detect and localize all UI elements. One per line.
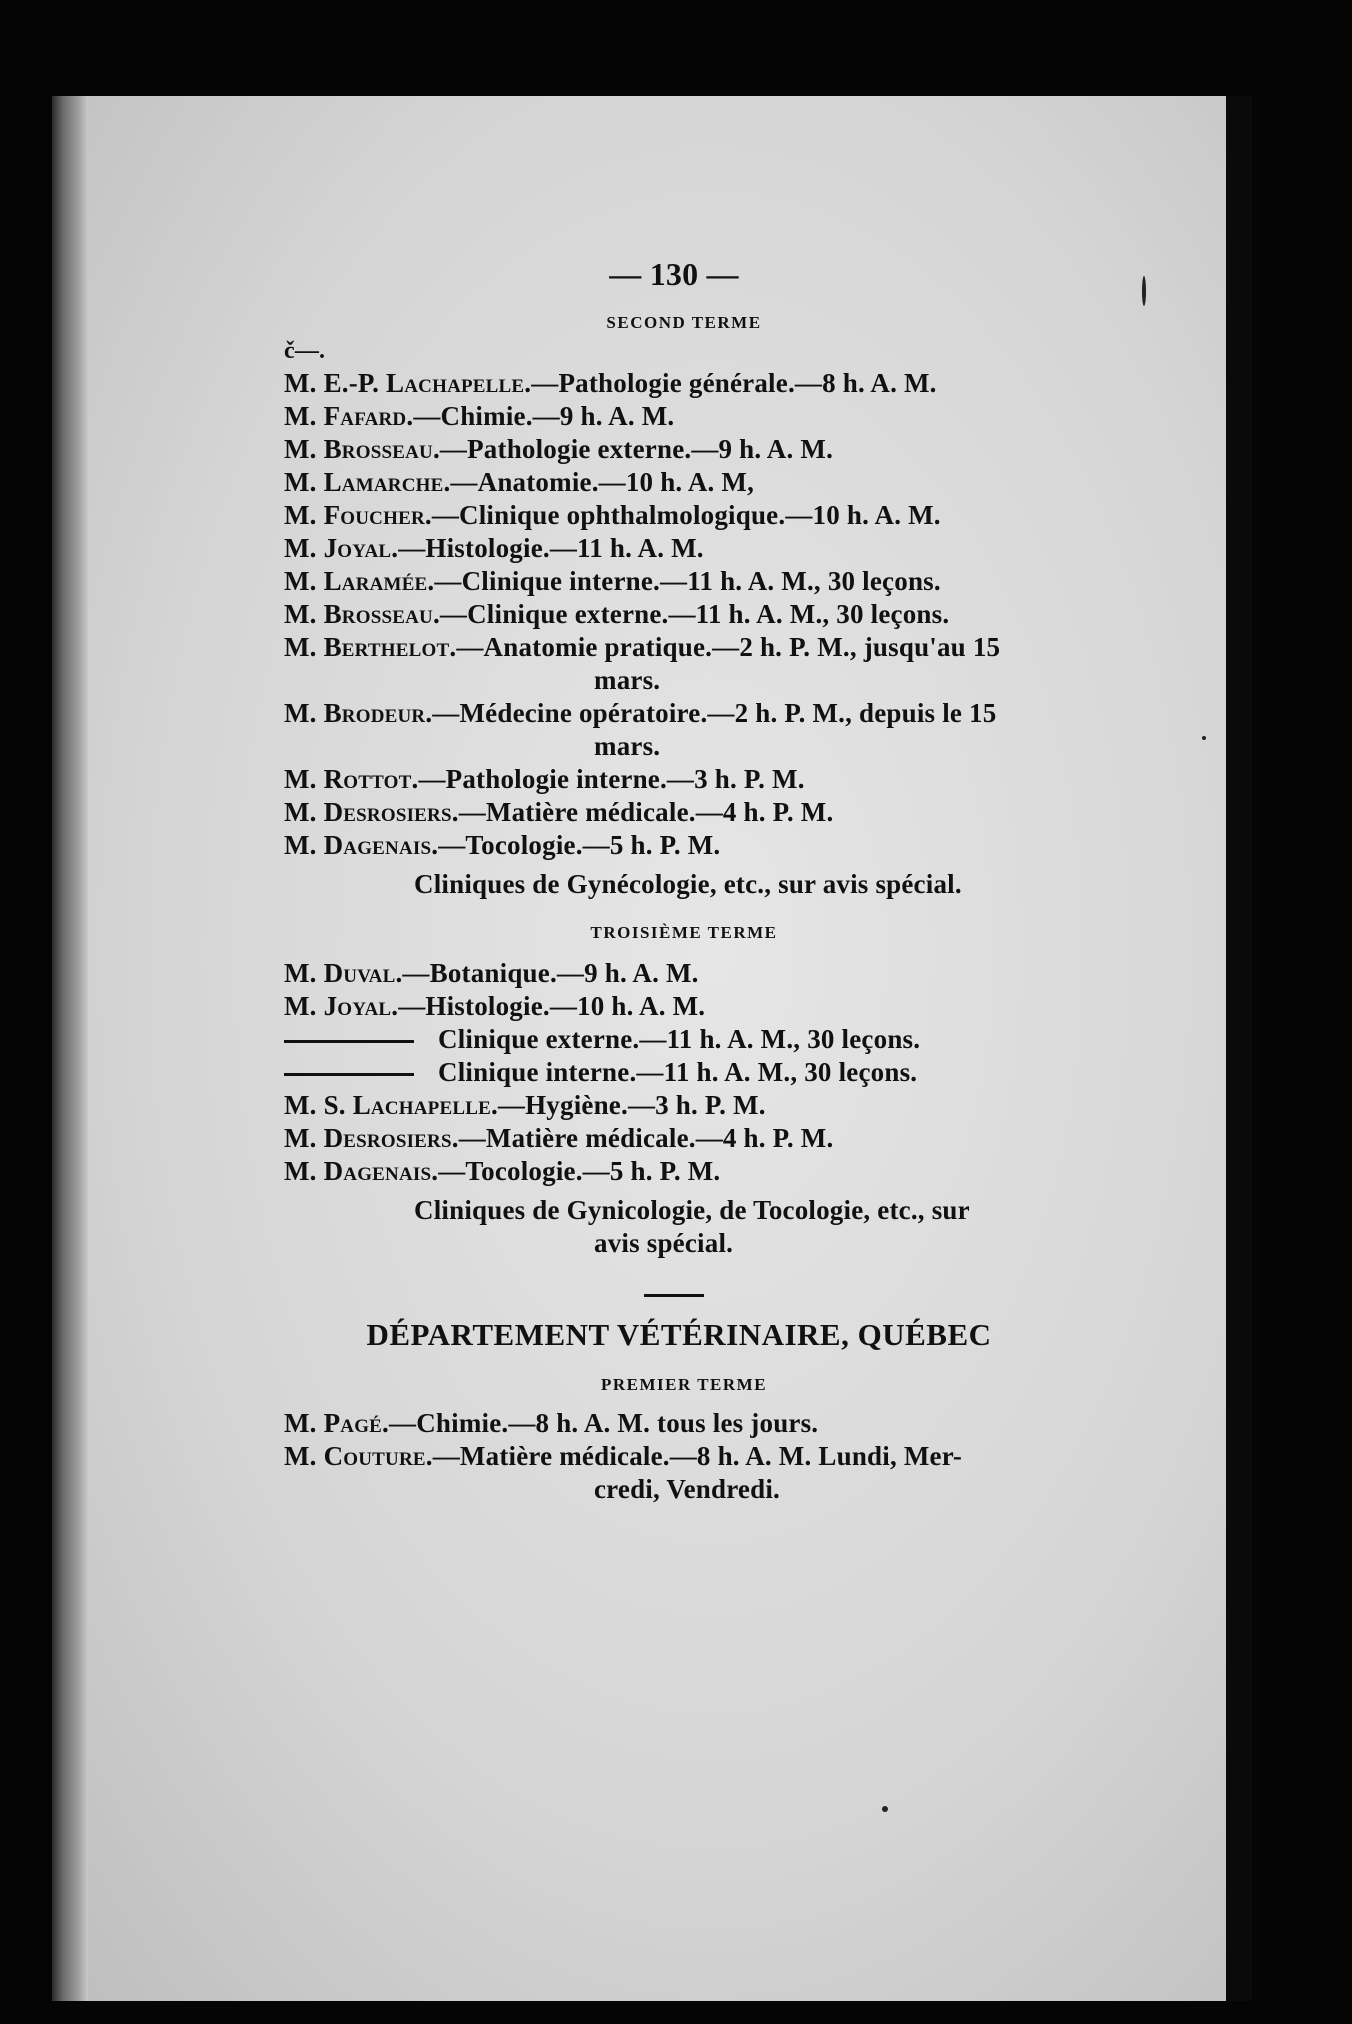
second-term-note: Cliniques de Gynécologie, etc., sur avis spécial. [414, 869, 962, 899]
course-entry [284, 1155, 1204, 1188]
course-text: —Pathologie externe.—9 h. A. M. [439, 434, 834, 464]
professor-name: M. Couture. [284, 1441, 433, 1471]
course-entry [284, 400, 1204, 433]
course-text: —Médecine opératoire.—2 h. P. M., depuis le 15 [432, 698, 997, 728]
course-entry [284, 532, 1204, 565]
third-term-note-line2: avis spécial. [594, 1228, 734, 1258]
course-text: —Matière médicale.—8 h. A. M. Lundi, Mer- [432, 1441, 963, 1471]
professor-name: M. Joyal. [284, 991, 399, 1021]
department-heading: DÉPARTEMENT VÉTÉRINAIRE, QUÉBEC [366, 1317, 992, 1352]
professor-name: M. Brosseau. [284, 599, 440, 629]
third-term-heading: TROISIÈME TERME [590, 923, 778, 942]
course-entry [284, 1056, 1204, 1089]
professor-name: M. Pagé. [284, 1408, 389, 1438]
course-text: —Matière médicale.—4 h. P. M. [458, 1123, 834, 1153]
course-entry [284, 1023, 1204, 1056]
professor-name: M. E.-P. Lachapelle. [284, 368, 532, 398]
course-text: —Chimie.—9 h. A. M. [413, 401, 675, 431]
section-divider [644, 1294, 704, 1297]
professor-name: M. Rottot. [284, 764, 419, 794]
third-term-note [284, 1194, 1204, 1260]
course-entry-continuation: mars. [594, 731, 661, 761]
course-text: —Tocologie.—5 h. P. M. [438, 1156, 721, 1186]
course-entry [284, 763, 1204, 796]
course-entry [284, 367, 1204, 400]
third-term-list [284, 957, 1204, 1260]
course-entry [284, 697, 1204, 730]
course-text: —Chimie.—8 h. A. M. tous les jours. [389, 1408, 819, 1438]
course-text: —Hygiène.—3 h. P. M. [497, 1090, 766, 1120]
scan-speckle [882, 1806, 888, 1812]
course-text: —Tocologie.—5 h. P. M. [438, 830, 721, 860]
course-entry [284, 499, 1204, 532]
professor-name: M. Brodeur. [284, 698, 433, 728]
first-term-heading: PREMIER TERME [600, 1375, 768, 1394]
course-entry [284, 957, 1204, 990]
course-entry [284, 1122, 1204, 1155]
course-text: —Clinique ophthalmologique.—10 h. A. M. [431, 500, 941, 530]
professor-name: M. Berthelot. [284, 632, 457, 662]
course-entry [284, 829, 1204, 862]
course-entry [284, 565, 1204, 598]
professor-name: M. Joyal. [284, 533, 399, 563]
course-text: —Pathologie interne.—3 h. P. M. [418, 764, 805, 794]
professor-name: M. Duval. [284, 958, 403, 988]
course-text: Clinique interne.—11 h. A. M., 30 leçons. [438, 1057, 918, 1087]
course-text: —Matière médicale.—4 h. P. M. [458, 797, 834, 827]
course-entry [284, 631, 1204, 664]
course-entry-continuation: mars. [594, 665, 661, 695]
course-entry [284, 433, 1204, 466]
course-entry [284, 466, 1204, 499]
course-text: —Pathologie générale.—8 h. A. M. [531, 368, 937, 398]
stray-mark: č—. [284, 338, 326, 364]
course-text: Clinique externe.—11 h. A. M., 30 leçons. [438, 1024, 921, 1054]
professor-name: M. Brosseau. [284, 434, 440, 464]
second-term-heading: SECOND TERME [606, 313, 762, 332]
course-text: —Anatomie pratique.—2 h. P. M., jusqu'au 15 [456, 632, 1001, 662]
professor-name: M. Dagenais. [284, 1156, 439, 1186]
course-entry [284, 1407, 1204, 1440]
ditto-dash [284, 1040, 414, 1043]
professor-name: M. Dagenais. [284, 830, 439, 860]
course-entry [284, 598, 1204, 631]
page-number: — 130 — [609, 256, 739, 292]
course-text: —Histologie.—10 h. A. M. [398, 991, 706, 1021]
course-entry [284, 1440, 1204, 1506]
book-page [52, 96, 1252, 2001]
page-content [284, 256, 1204, 1506]
course-entry [284, 990, 1204, 1023]
second-term-list [284, 367, 1204, 901]
professor-name: M. Laramée. [284, 566, 435, 596]
course-text: —Clinique interne.—11 h. A. M., 30 leçons. [434, 566, 941, 596]
professor-name: M. Foucher. [284, 500, 432, 530]
course-text: —Anatomie.—10 h. A. M, [450, 467, 755, 497]
course-entry-continuation: credi, Vendredi. [594, 1474, 780, 1504]
page-right-edge [1226, 96, 1252, 2001]
professor-name: M. Desrosiers. [284, 1123, 459, 1153]
course-text: —Botanique.—9 h. A. M. [402, 958, 699, 988]
ditto-dash [284, 1073, 414, 1076]
first-term-list [284, 1407, 1204, 1506]
course-entry [284, 1089, 1204, 1122]
third-term-note-line1: Cliniques de Gynicologie, de Tocologie, etc., sur [414, 1195, 970, 1225]
course-text: —Histologie.—11 h. A. M. [398, 533, 704, 563]
professor-name: M. S. Lachapelle. [284, 1090, 498, 1120]
course-entry [284, 796, 1204, 829]
page-gutter-shadow [52, 96, 88, 2001]
professor-name: M. Fafard. [284, 401, 414, 431]
course-text: —Clinique externe.—11 h. A. M., 30 leçons. [439, 599, 950, 629]
professor-name: M. Lamarche. [284, 467, 451, 497]
professor-name: M. Desrosiers. [284, 797, 459, 827]
